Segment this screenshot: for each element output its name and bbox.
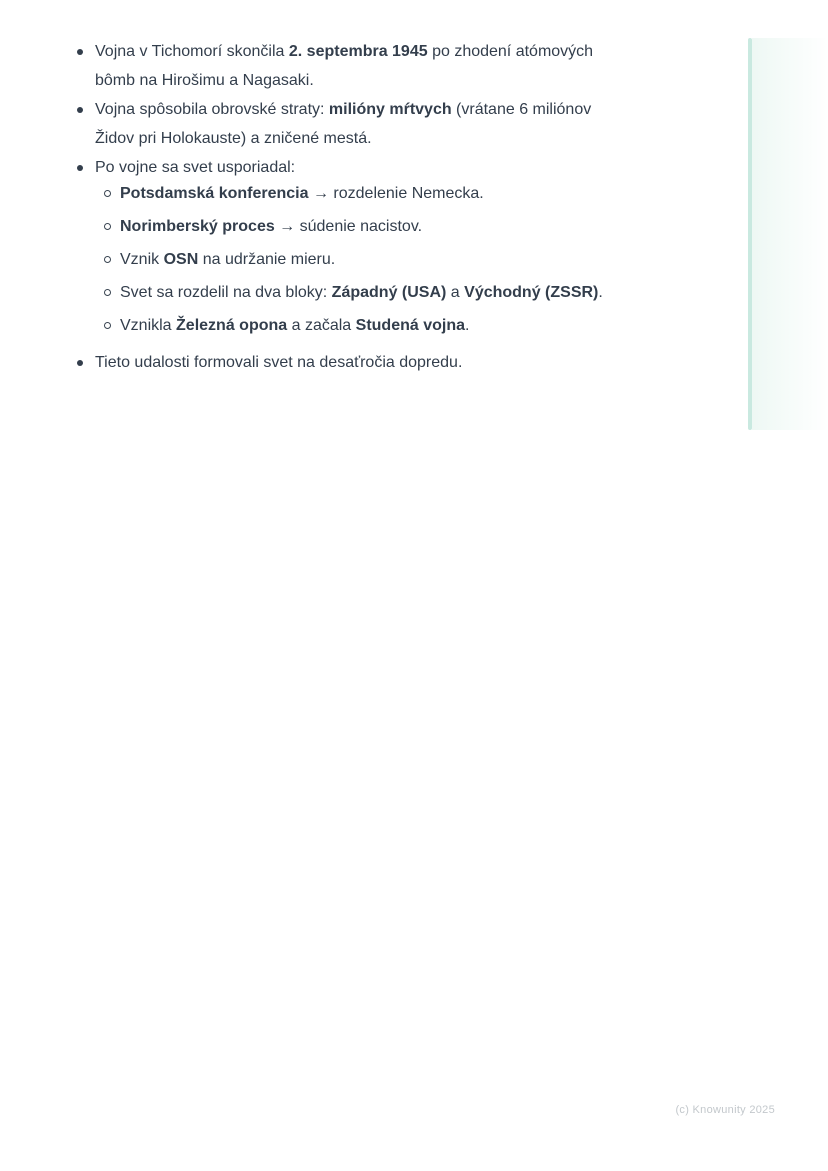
text-segment: na udržanie mieru. bbox=[198, 251, 336, 268]
text-segment: po zhodení atómových bômb na Hirošimu a Nagasaki. bbox=[95, 43, 594, 89]
text-segment: Vojna v Tichomorí skončila bbox=[95, 43, 289, 60]
list-item bbox=[95, 348, 720, 377]
text-segment: (vrátane 6 miliónov Židov pri Holokauste) a zničené mestá. bbox=[95, 101, 592, 147]
bullet-list bbox=[95, 37, 720, 377]
bullet-icon bbox=[77, 107, 83, 113]
sub-list-item bbox=[120, 311, 720, 340]
list-item-text bbox=[95, 159, 295, 176]
bold-text-segment: Norimberský proces bbox=[120, 218, 275, 235]
bold-text-segment: OSN bbox=[163, 251, 199, 268]
list-item-text bbox=[95, 354, 462, 371]
bold-text-segment: milióny mŕtvych bbox=[328, 101, 452, 118]
bullet-icon bbox=[77, 165, 83, 171]
text-segment: → rozdelenie Nemecka. bbox=[308, 185, 484, 202]
highlight-margin-tint bbox=[752, 38, 828, 430]
sub-list bbox=[120, 179, 720, 340]
bold-text-segment: Západný (USA) bbox=[331, 284, 447, 301]
highlight-margin-bar bbox=[748, 38, 752, 430]
text-segment: → súdenie nacistov. bbox=[274, 218, 423, 235]
list-item bbox=[95, 37, 720, 95]
sub-list-item bbox=[120, 278, 720, 307]
bold-text-segment: Studená vojna bbox=[355, 317, 465, 334]
circle-bullet-icon bbox=[104, 322, 111, 329]
circle-bullet-icon bbox=[104, 223, 111, 230]
text-segment: a bbox=[446, 284, 465, 301]
list-item-text bbox=[95, 101, 591, 147]
bold-text-segment: Východný (ZSSR) bbox=[464, 284, 599, 301]
sub-list-item bbox=[120, 212, 720, 241]
text-segment: Svet sa rozdelil na dva bloky: bbox=[120, 284, 332, 301]
bold-text-segment: 2. septembra 1945 bbox=[288, 43, 428, 60]
circle-bullet-icon bbox=[104, 190, 111, 197]
text-segment: a začala bbox=[287, 317, 356, 334]
copyright-notice: (c) Knowunity 2025 bbox=[675, 1104, 775, 1116]
list-item-text bbox=[120, 284, 603, 301]
list-item-text bbox=[120, 218, 422, 235]
circle-bullet-icon bbox=[104, 256, 111, 263]
text-segment: Po vojne sa svet usporiadal: bbox=[95, 159, 296, 176]
text-segment: . bbox=[465, 317, 470, 334]
text-segment: Vznik bbox=[120, 251, 164, 268]
text-segment: Vojna spôsobila obrovské straty: bbox=[95, 101, 329, 118]
text-segment: Vznikla bbox=[120, 317, 177, 334]
list-item bbox=[95, 153, 720, 182]
text-segment: Tieto udalosti formovali svet na desaťročia dopredu. bbox=[95, 354, 463, 371]
bullet-icon bbox=[77, 360, 83, 366]
list-item-text bbox=[120, 251, 335, 268]
sub-list-item bbox=[120, 179, 720, 208]
bullet-icon bbox=[77, 49, 83, 55]
sub-list-item bbox=[120, 245, 720, 274]
list-item-text bbox=[95, 43, 593, 89]
circle-bullet-icon bbox=[104, 289, 111, 296]
list-item bbox=[95, 95, 720, 153]
text-segment: . bbox=[598, 284, 603, 301]
list-item-text bbox=[120, 317, 469, 334]
list-item-text bbox=[120, 185, 484, 202]
bold-text-segment: Železná opona bbox=[176, 317, 288, 334]
bold-text-segment: Potsdamská konferencia bbox=[120, 185, 309, 202]
